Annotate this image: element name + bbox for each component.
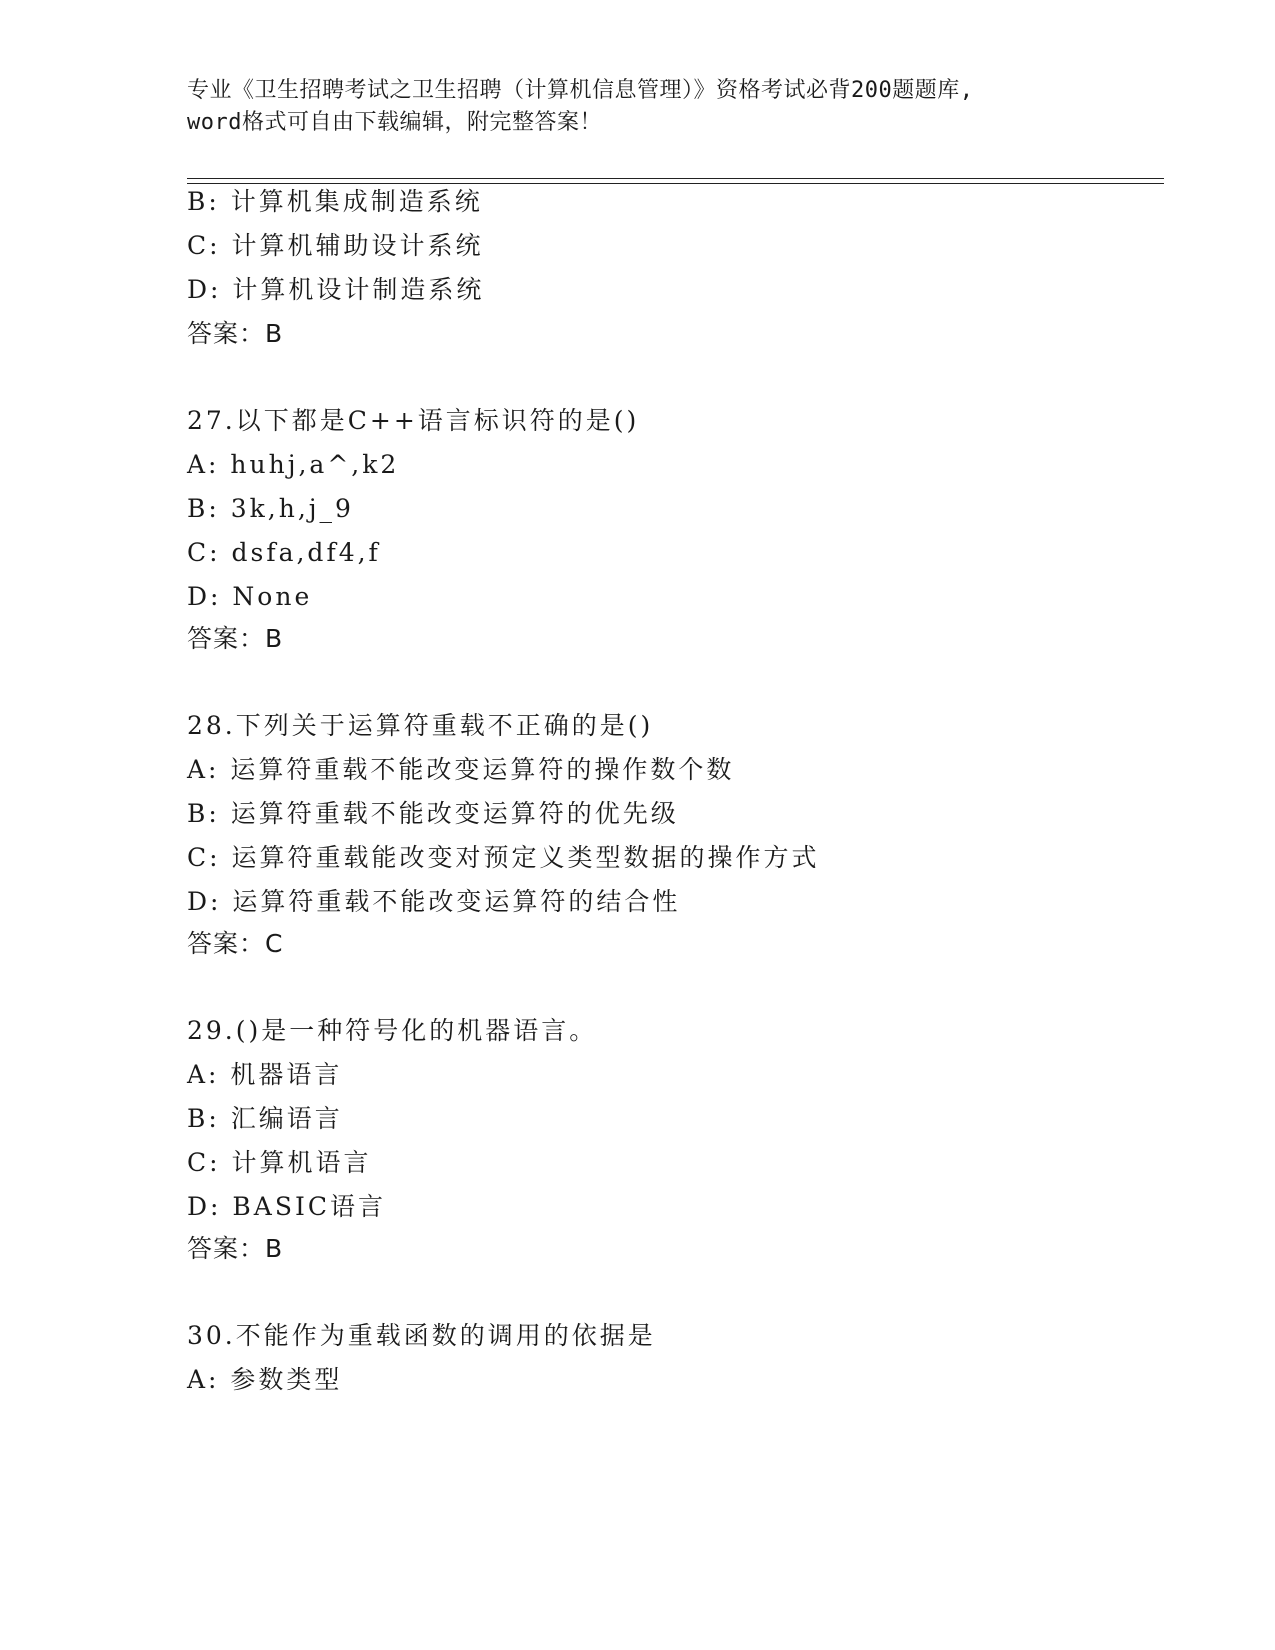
document-header bbox=[187, 75, 1087, 139]
q27-option-b: B: 3k,h,j_9 bbox=[187, 494, 354, 523]
prev-option-b: B: 计算机集成制造系统 bbox=[187, 187, 483, 216]
q28-stem: 28.下列关于运算符重载不正确的是() bbox=[187, 711, 654, 740]
q29-answer: 答案：B bbox=[187, 1234, 284, 1263]
header-divider-bottom bbox=[187, 183, 1164, 184]
q27-answer: 答案：B bbox=[187, 624, 284, 653]
q29-option-a: A: 机器语言 bbox=[187, 1060, 343, 1089]
q28-option-a: A: 运算符重载不能改变运算符的操作数个数 bbox=[187, 755, 735, 784]
q28-option-c: C: 运算符重载能改变对预定义类型数据的操作方式 bbox=[187, 843, 820, 872]
q29-stem: 29.()是一种符号化的机器语言。 bbox=[187, 1016, 598, 1045]
q29-option-d: D: BASIC语言 bbox=[187, 1192, 386, 1221]
q27-option-c: C: dsfa,df4,f bbox=[187, 538, 381, 567]
q28-answer: 答案：C bbox=[187, 929, 284, 958]
header-line-1: 专业《卫生招聘考试之卫生招聘（计算机信息管理）》资格考试必背200题题库, bbox=[187, 78, 974, 103]
q28-option-b: B: 运算符重载不能改变运算符的优先级 bbox=[187, 799, 679, 828]
q27-stem: 27.以下都是C++语言标识符的是() bbox=[187, 406, 640, 435]
q29-option-c: C: 计算机语言 bbox=[187, 1148, 372, 1177]
q29-option-b: B: 汇编语言 bbox=[187, 1104, 343, 1133]
q28-option-d: D: 运算符重载不能改变运算符的结合性 bbox=[187, 887, 681, 916]
prev-option-c: C: 计算机辅助设计系统 bbox=[187, 231, 484, 260]
prev-option-d: D: 计算机设计制造系统 bbox=[187, 275, 485, 304]
q30-stem: 30.不能作为重载函数的调用的依据是 bbox=[187, 1321, 656, 1350]
q27-option-a: A: huhj,a^,k2 bbox=[187, 450, 400, 479]
q27-option-d: D: None bbox=[187, 582, 313, 611]
header-divider-top bbox=[187, 178, 1164, 179]
q30-option-a: A: 参数类型 bbox=[187, 1365, 343, 1394]
header-line-2: word格式可自由下载编辑，附完整答案！ bbox=[187, 110, 602, 135]
prev-answer: 答案：B bbox=[187, 319, 284, 348]
